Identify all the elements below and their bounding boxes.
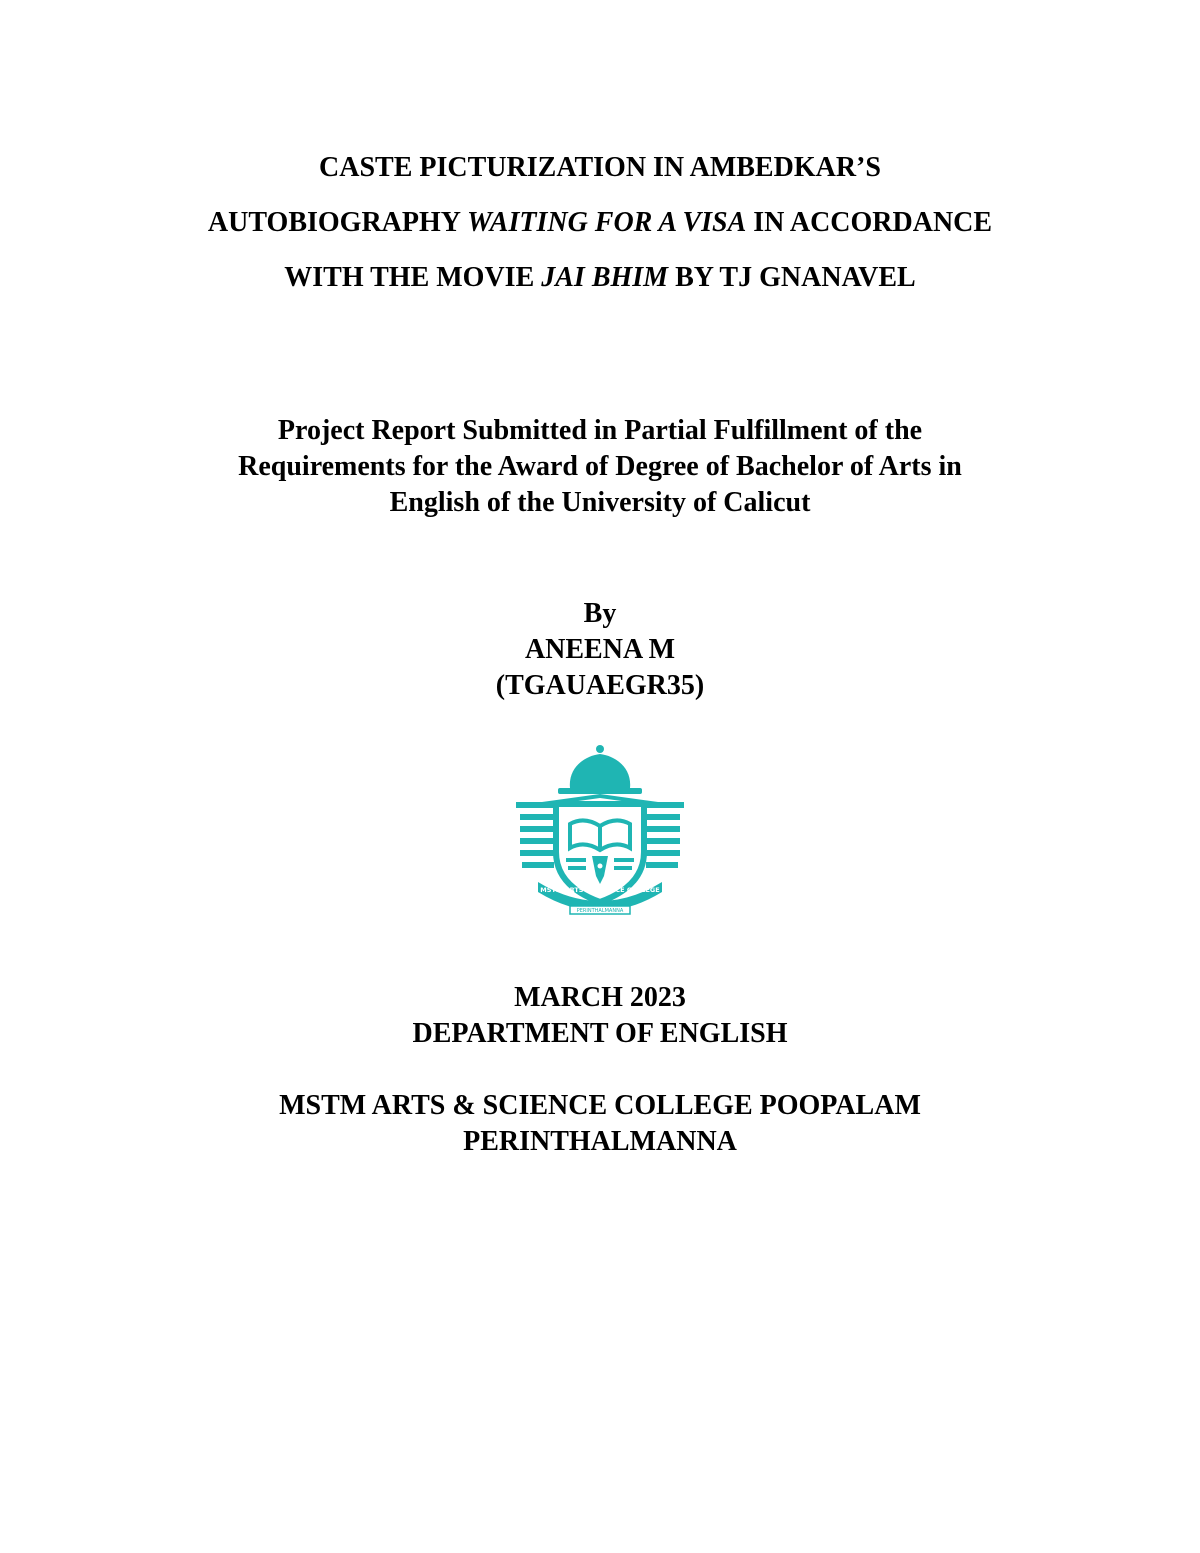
college-emblem-icon xyxy=(512,742,688,918)
movie-title: JAI BHIM xyxy=(541,262,669,293)
spacer xyxy=(0,1052,1200,1088)
submission-line-2: Requirements for the Award of Degree of Bachelor of Arts in xyxy=(238,451,962,482)
submission-statement xyxy=(0,413,1200,521)
title-line-3 xyxy=(0,250,1200,305)
by-label: By xyxy=(583,598,617,629)
emblem-text: MSTM ARTS & SCIENCE COLLEGE xyxy=(540,886,660,894)
title-line-2 xyxy=(0,195,1200,250)
submission-line-1: Project Report Submitted in Partial Fulfillment of the xyxy=(277,415,923,446)
college-name-line-2: PERINTHALMANNA xyxy=(463,1126,737,1157)
title-line-2-post: IN ACCORDANCE xyxy=(746,207,993,238)
title-line-3-pre: WITH THE MOVIE xyxy=(284,262,542,293)
submission-line-3: English of the University of Calicut xyxy=(389,487,811,518)
emblem-subtext: PERINTHALMANNA xyxy=(576,908,624,914)
book-title: WAITING FOR A VISA xyxy=(466,207,747,238)
title-line-3-post: BY TJ GNANAVEL xyxy=(668,262,916,293)
register-number: (TGAUAEGR35) xyxy=(495,670,705,701)
department-name: DEPARTMENT OF ENGLISH xyxy=(412,1018,788,1049)
author-name: ANEENA M xyxy=(524,634,676,665)
title-line-2-pre: AUTOBIOGRAPHY xyxy=(207,207,467,238)
college-name-line-1: MSTM ARTS & SCIENCE COLLEGE POOPALAM xyxy=(279,1090,921,1121)
document-title xyxy=(0,140,1200,305)
author-block xyxy=(0,596,1200,704)
title-line-1: CASTE PICTURIZATION IN AMBEDKAR’S xyxy=(319,152,881,183)
submission-date: MARCH 2023 xyxy=(514,982,686,1013)
footer-block xyxy=(0,980,1200,1160)
